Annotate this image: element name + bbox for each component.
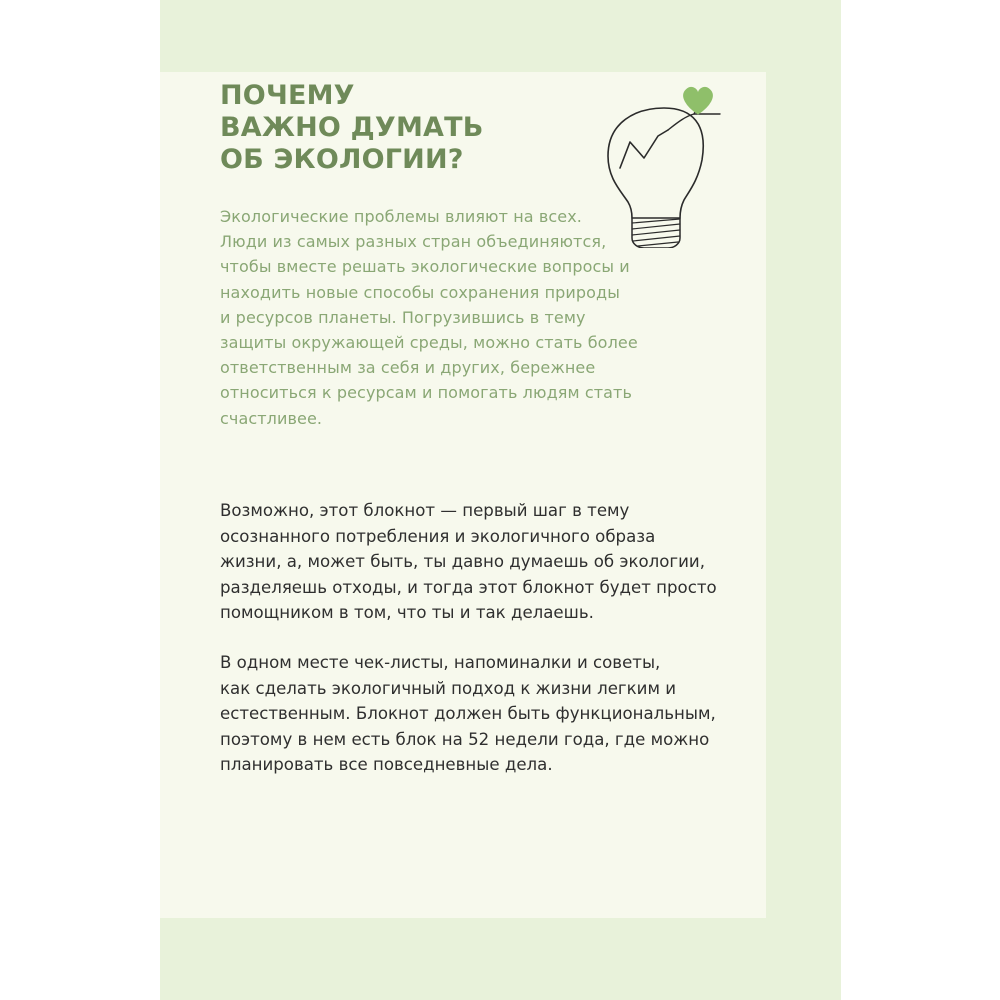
heart-icon (684, 87, 713, 114)
intro-line: защиты окружающей среды, можно стать более (220, 333, 638, 353)
intro-line: чтобы вместе решать экологические вопросы и (220, 257, 630, 277)
body-line: как сделать экологичный подход к жизни легким и (220, 678, 677, 698)
body-line: разделяешь отходы, и тогда этот блокнот будет просто (220, 577, 717, 597)
intro-line: ответственным за себя и других, бережнее (220, 358, 596, 378)
body-line: осознанного потребления и экологичного образа (220, 526, 656, 546)
intro-line: относиться к ресурсам и помогать людям стать (220, 383, 632, 403)
intro-line: и ресурсов планеты. Погрузившись в тему (220, 307, 586, 327)
intro-paragraph (220, 204, 660, 431)
intro-line: счастливее. (220, 408, 323, 428)
body-line: Возможно, этот блокнот — первый шаг в тему (220, 501, 630, 520)
title-line: ВАЖНО ДУМАТЬ (220, 112, 484, 143)
page-title (220, 80, 580, 176)
body-line: жизни, а, может быть, ты давно думаешь об экологии, (220, 552, 705, 572)
body-paragraph-2 (220, 650, 716, 778)
body-paragraph-1 (220, 498, 717, 626)
title-line: ОБ ЭКОЛОГИИ? (220, 144, 464, 175)
intro-line: находить новые способы сохранения природы (220, 282, 620, 302)
body-line: поэтому в нем есть блок на 52 недели года, где можно (220, 729, 710, 749)
intro-line: Люди из самых разных стран объединяются, (220, 232, 607, 252)
body-line: естественным. Блокнот должен быть функциональным, (220, 704, 716, 724)
title-line: ПОЧЕМУ (220, 80, 355, 111)
intro-line: Экологические проблемы влияют на всех. (220, 207, 582, 226)
body-line: помощником в том, что ты и так делаешь. (220, 603, 594, 623)
body-line: планировать все повседневные дела. (220, 755, 553, 775)
body-line: В одном месте чек-листы, напоминалки и советы, (220, 653, 661, 672)
